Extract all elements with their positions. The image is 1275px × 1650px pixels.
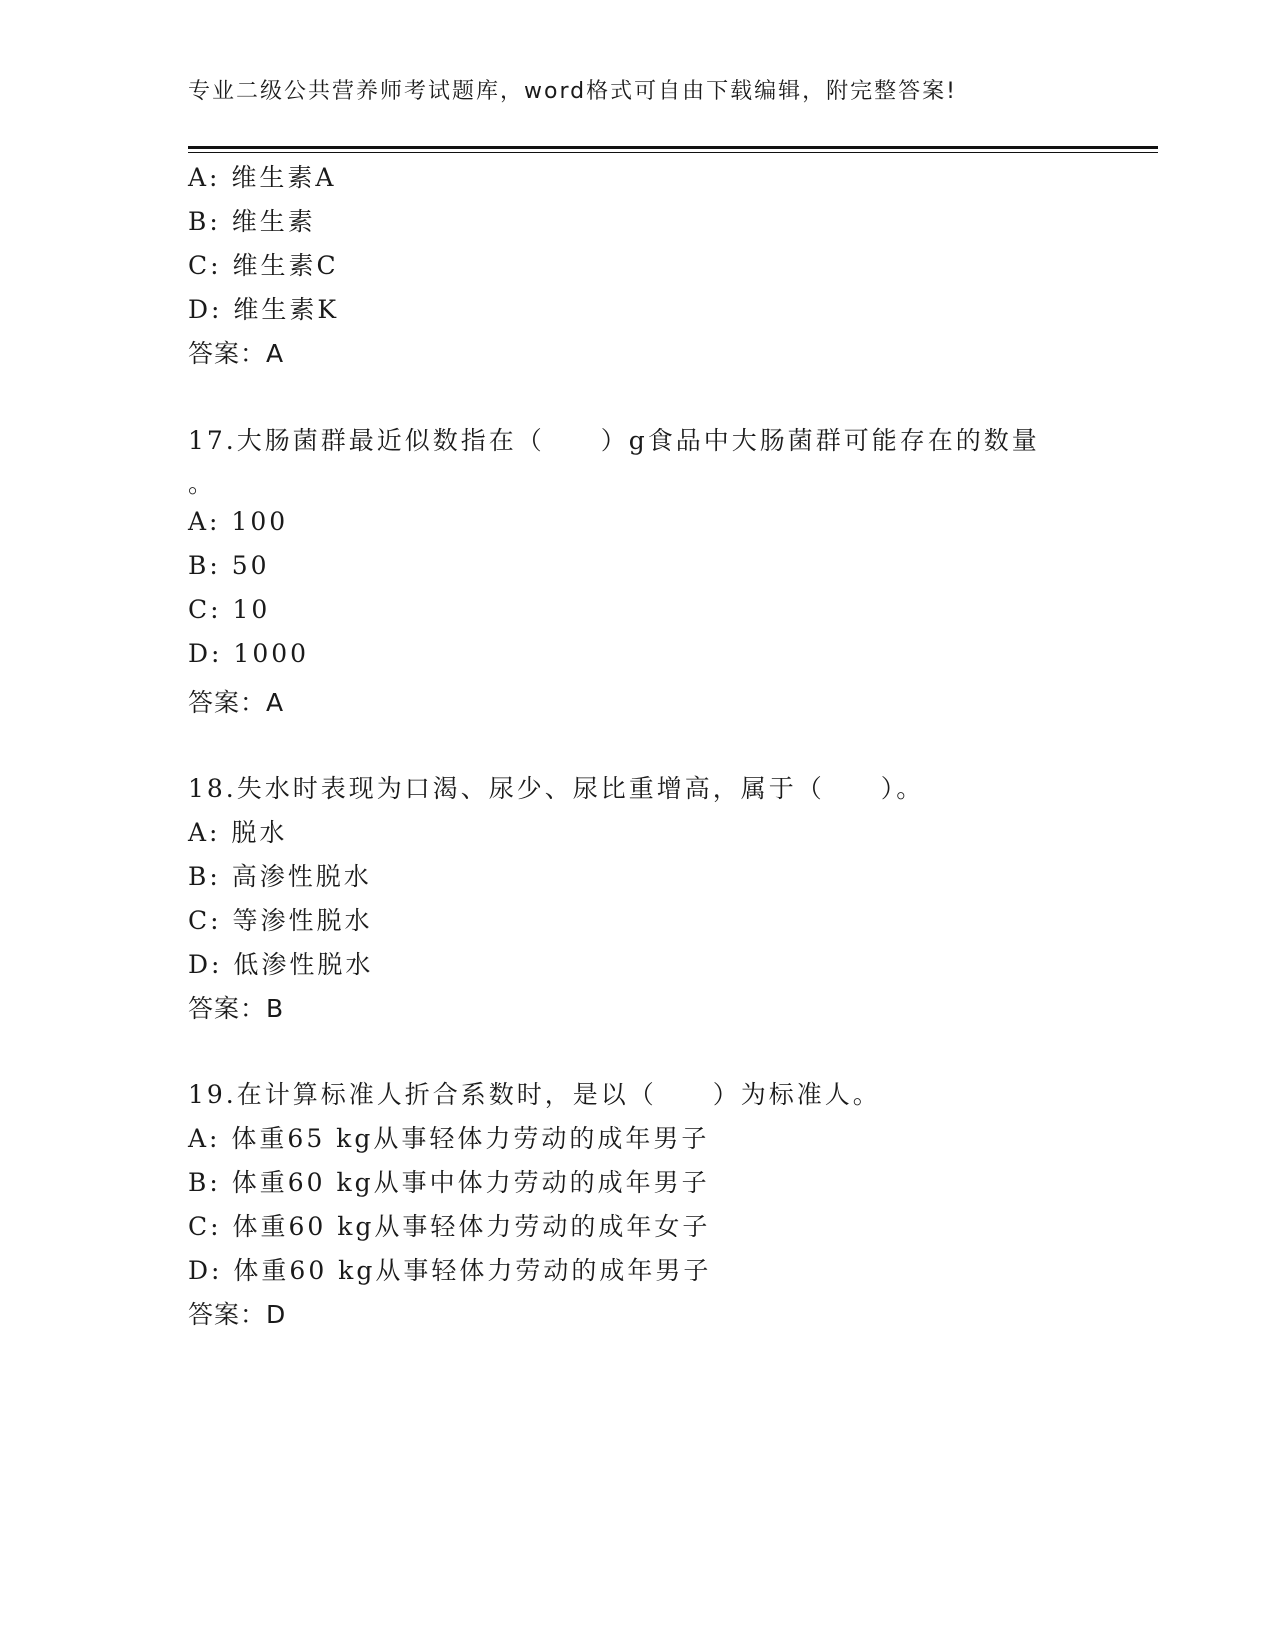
q17-answer: 答案：A [188,688,285,717]
q18-option-d: D: 低渗性脱水 [188,950,374,979]
q18-stem: 18.失水时表现为口渴、尿少、尿比重增高，属于（ ）。 [188,774,925,803]
q19-answer: 答案：D [188,1300,287,1329]
q16-option-c: C: 维生素C [188,251,339,280]
q17-option-a: A: 100 [188,507,289,536]
q19-option-c: C: 体重60 kg从事轻体力劳动的成年女子 [188,1212,711,1241]
q18-option-a: A: 脱水 [188,818,288,847]
q19-option-b: B: 体重60 kg从事中体力劳动的成年男子 [188,1168,710,1197]
q16-option-a: A: 维生素A [188,163,337,192]
q19-stem: 19.在计算标准人折合系数时，是以（ ）为标准人。 [188,1080,881,1109]
q16-option-b: B: 维生素 [188,207,316,236]
q17-option-c: C: 10 [188,595,271,624]
q17-stem-line1: 17.大肠菌群最近似数指在（ ）g食品中大肠菌群可能存在的数量 [188,426,1040,455]
q19-option-a: A: 体重65 kg从事轻体力劳动的成年男子 [188,1124,710,1153]
q17-option-b: B: 50 [188,551,270,580]
page-header: 专业二级公共营养师考试题库，word格式可自由下载编辑，附完整答案! [188,79,957,104]
q17-option-d: D: 1000 [188,639,310,668]
q16-answer: 答案：A [188,339,285,368]
q18-option-c: C: 等渗性脱水 [188,906,373,935]
q19-option-d: D: 体重60 kg从事轻体力劳动的成年男子 [188,1256,712,1285]
q17-stem-line2: 。 [188,469,217,498]
header-rule-thin [188,152,1158,153]
q16-option-d: D: 维生素K [188,295,340,324]
header-rule-thick [188,146,1158,149]
q18-option-b: B: 高渗性脱水 [188,862,372,891]
q18-answer: 答案：B [188,994,285,1023]
